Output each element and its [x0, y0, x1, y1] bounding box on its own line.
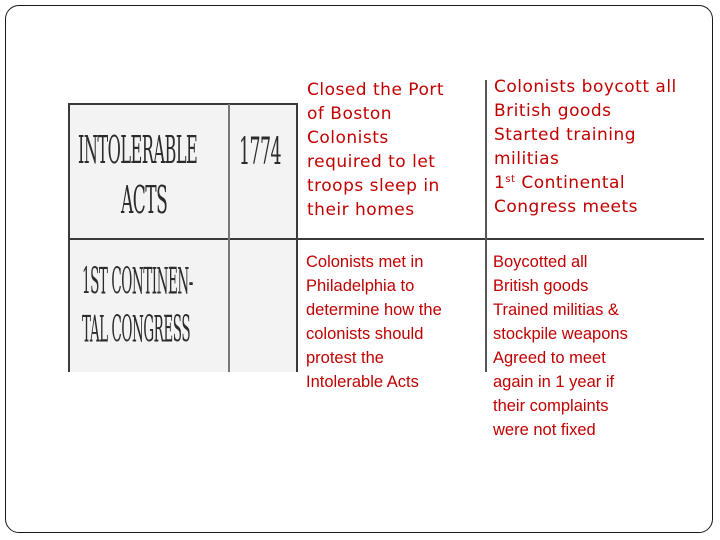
term-intolerable-acts-line2: ACTS: [121, 178, 168, 223]
table-col-divider-2: [296, 104, 298, 372]
term-first-continental-congress-line2: TAL CONGRESS: [82, 309, 191, 351]
table-top-rule: [68, 103, 298, 105]
ordinal-suffix: st: [505, 174, 516, 185]
table-left-rule: [68, 104, 70, 372]
table-col-divider-1: [228, 104, 230, 372]
term-intolerable-acts-line1: INTOLERABLE: [78, 128, 198, 173]
cell-intolerable-acts-description: Closed the Port of Boston Colonists required to let troops sleep in their homes: [307, 80, 445, 220]
term-first-continental-congress-line1: 1ST CONTINEN-: [82, 261, 193, 303]
cell-continental-congress-response: Boycotted all British goods Trained militias & stockpile weapons Agreed to meet again in 1 year if their complaints were not fixed: [493, 253, 628, 439]
response-continental-congress-text: Continental Congress meets: [494, 173, 639, 217]
table-row-divider: [68, 238, 704, 240]
cell-intolerable-acts-response: [494, 75, 677, 219]
ordinal-number: 1: [494, 173, 506, 193]
response-continental-congress: [494, 171, 677, 219]
response-boycott-militias: Colonists boycott all British goods Started training militias: [494, 77, 677, 169]
table-col-divider-3: [485, 80, 487, 372]
year-1774: 1774: [239, 130, 281, 174]
cell-continental-congress-description: Colonists met in Philadelphia to determine how the colonists should protest the Intolerable Acts: [306, 253, 442, 391]
